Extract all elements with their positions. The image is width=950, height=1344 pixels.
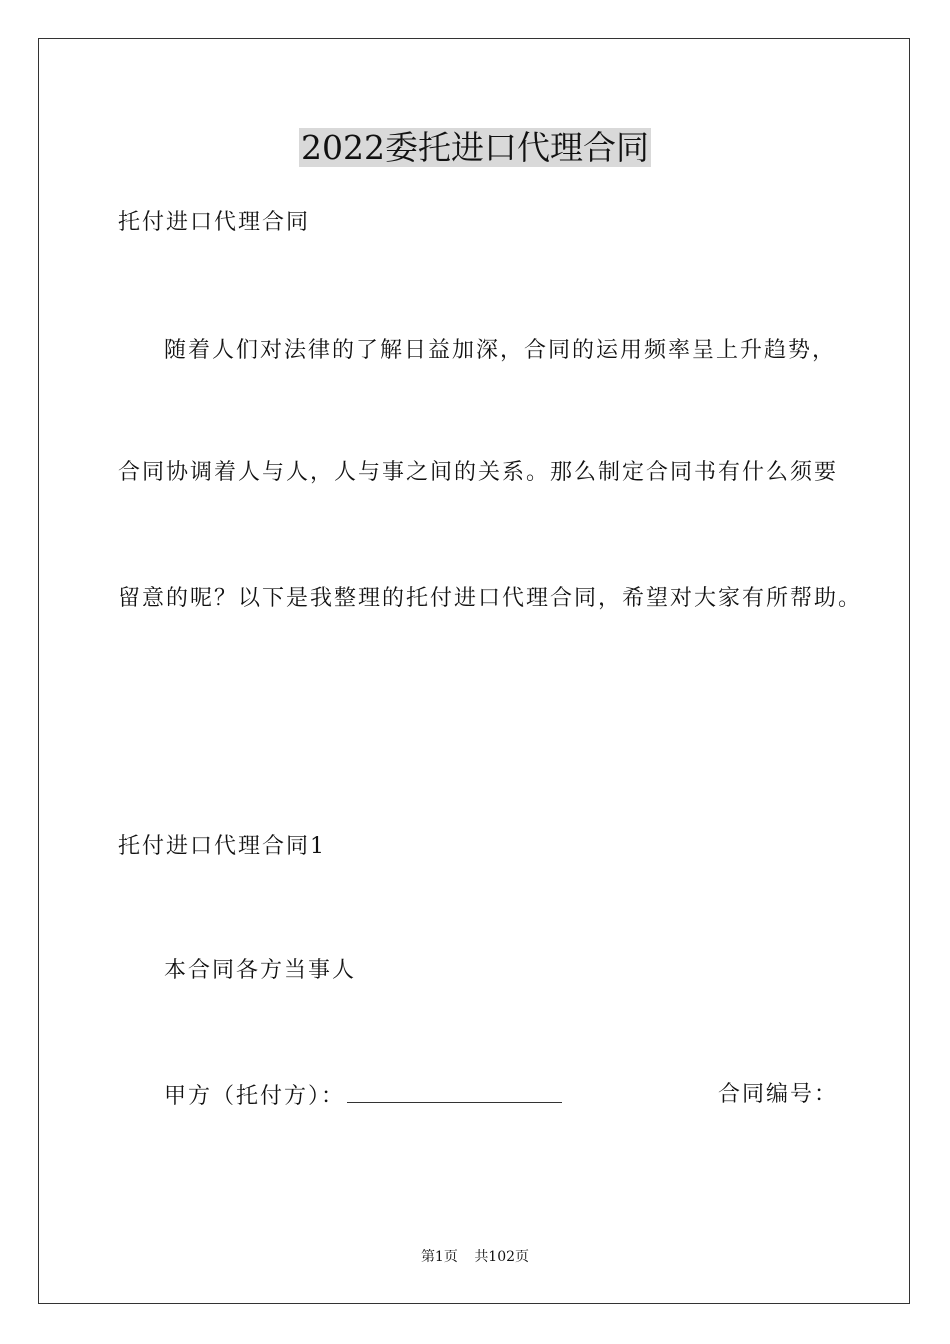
party-a-row	[164, 1080, 562, 1112]
document-heading: 托付进口代理合同	[118, 210, 311, 235]
contract-number-label: 合同编号：	[718, 1082, 839, 1107]
page-footer	[0, 1247, 950, 1267]
page-current: 第1页	[420, 1249, 458, 1265]
parties-label: 本合同各方当事人	[164, 958, 357, 983]
intro-paragraph-line-3: 留意的呢？以下是我整理的托付进口代理合同，希望对大家有所帮助。	[118, 586, 863, 611]
page-total: 共102页	[474, 1249, 530, 1265]
document-title-text: 2022委托进口代理合同	[301, 128, 649, 167]
intro-paragraph-line-1: 随着人们对法律的了解日益加深，合同的运用频率呈上升趋势，	[164, 338, 837, 363]
party-a-blank-field[interactable]	[347, 1080, 562, 1103]
document-title	[0, 126, 950, 170]
party-a-label: 甲方（托付方）：	[164, 1084, 346, 1109]
intro-paragraph-line-2: 合同协调着人与人，人与事之间的关系。那么制定合同书有什么须要	[118, 460, 839, 485]
section-title: 托付进口代理合同1	[118, 834, 326, 859]
